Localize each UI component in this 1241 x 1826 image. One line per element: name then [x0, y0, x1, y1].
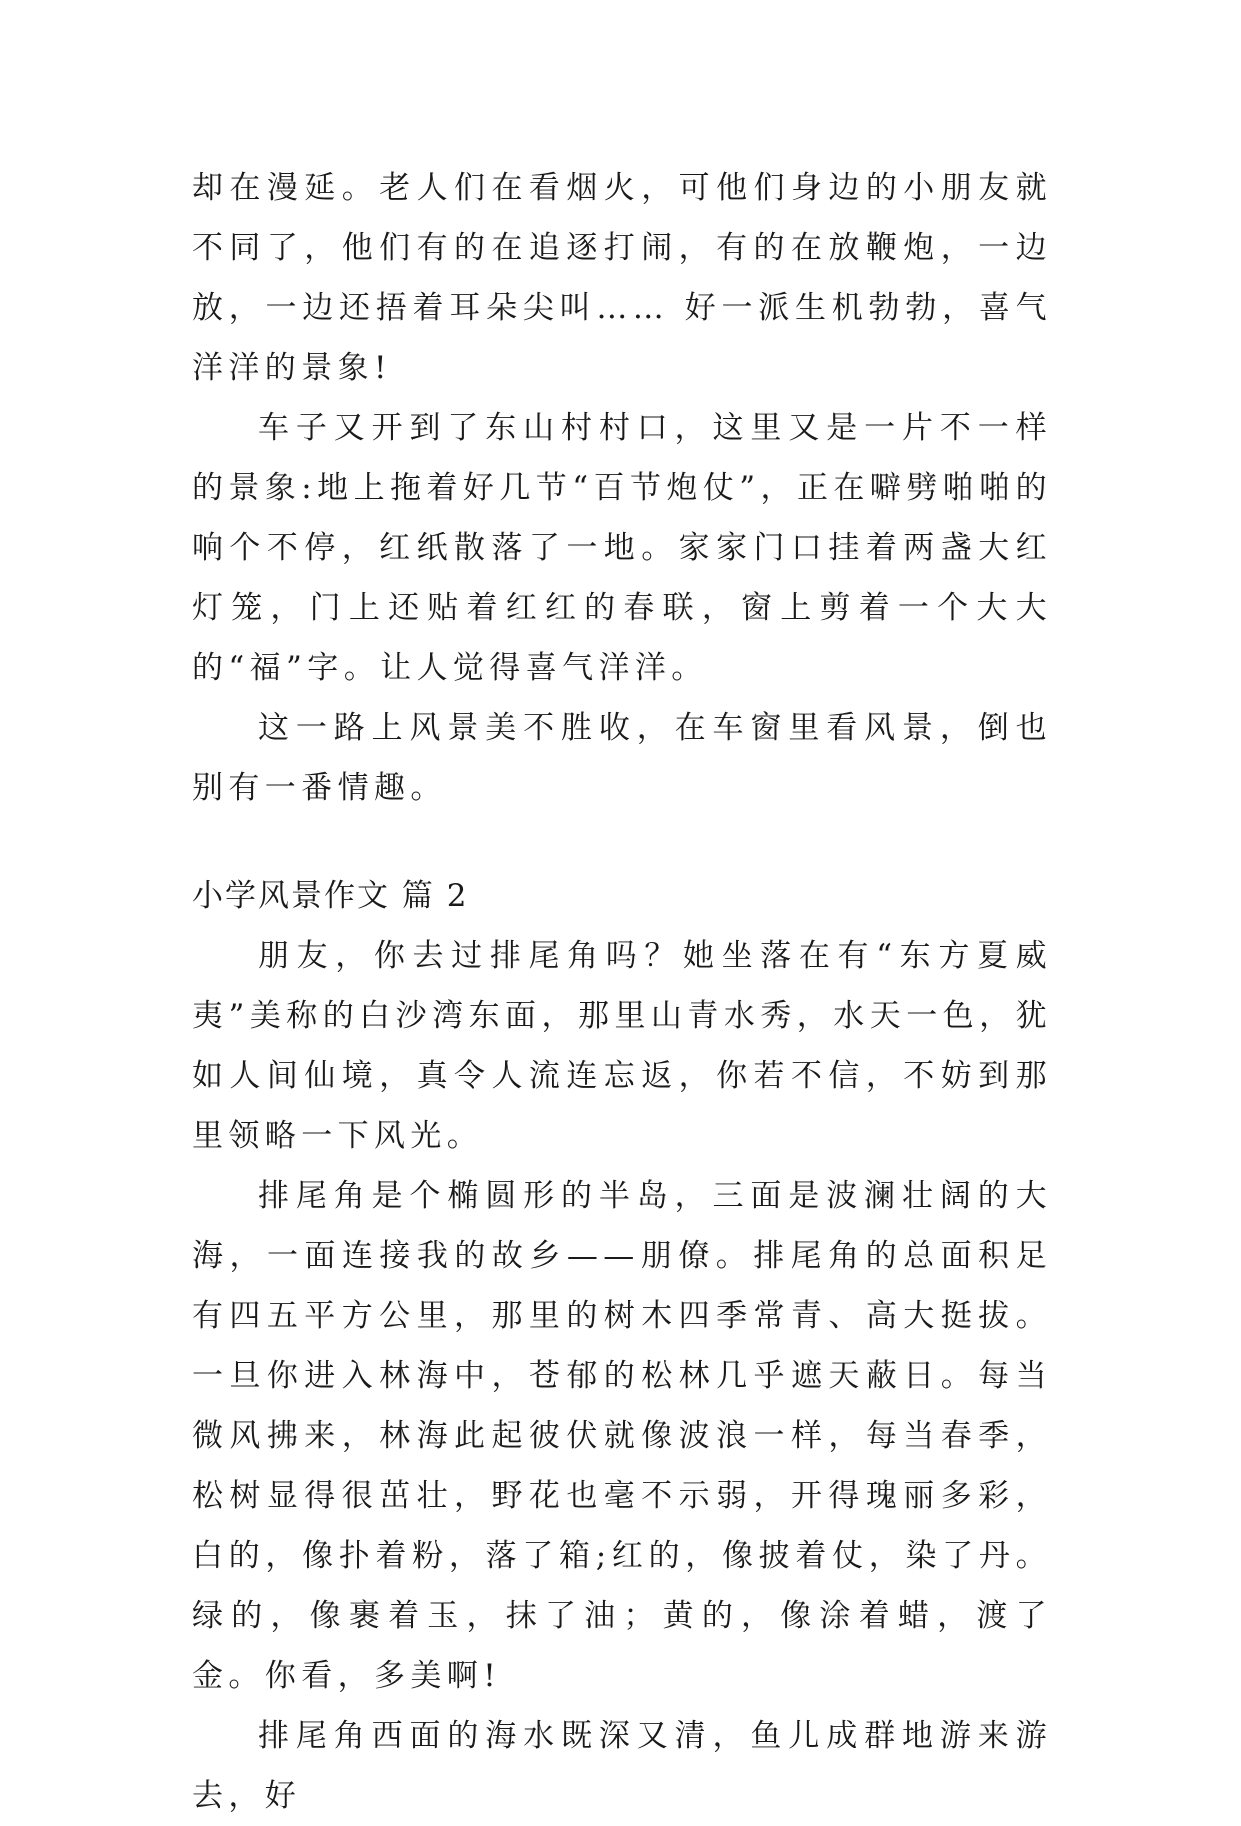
- essay-heading: 小学风景作文 篇 2: [192, 878, 469, 914]
- paragraph-west-sea: 排尾角西面的海水既深又清，鱼儿成群地游来游去，好: [192, 1718, 1052, 1814]
- paragraph-peninsula: 排尾角是个椭圆形的半岛，三面是波澜壮阔的大海，一面连接我的故乡——朋僚。排尾角的总面积足有四五平方公里，那里的树木四季常青、高大挺拔。一旦你进入林海中，苍郁的松林几乎遮天蔽日。每当微风拂来，林海此起彼伏就像波浪一样，每当春季，松树显得很茁壮，野花也毫不示弱，开得瑰丽多彩，白的，像扑着粉，落了箱;红的，像披着仗，染了丹。绿的，像裹着玉，抹了油；黄的，像涂着蜡，渡了金。你看，多美啊!: [192, 1178, 1052, 1694]
- paragraph-dongshan-village: 车子又开到了东山村村口，这里又是一片不一样的景象:地上拖着好几节“百节炮仗”，正在噼劈啪啪的响个不停，红纸散落了一地。家家门口挂着两盏大红灯笼，门上还贴着红红的春联，窗上剪着一个大大的“福”字。让人觉得喜气洋洋。: [192, 410, 1052, 686]
- paragraph-continuation: 却在漫延。老人们在看烟火，可他们身边的小朋友就不同了，他们有的在追逐打闹，有的在放鞭炮，一边放，一边还捂着耳朵尖叫…… 好一派生机勃勃，喜气洋洋的景象!: [192, 170, 1052, 386]
- paragraph-intro: 朋友，你去过排尾角吗？她坐落在有“东方夏威夷”美称的白沙湾东面，那里山青水秀，水天一色，犹如人间仙境，真令人流连忘返，你若不信，不妨到那里领略一下风光。: [192, 938, 1052, 1154]
- paragraph-scenery-summary: 这一路上风景美不胜收，在车窗里看风景，倒也别有一番情趣。: [192, 710, 1052, 806]
- document-page: [192, 158, 1052, 1826]
